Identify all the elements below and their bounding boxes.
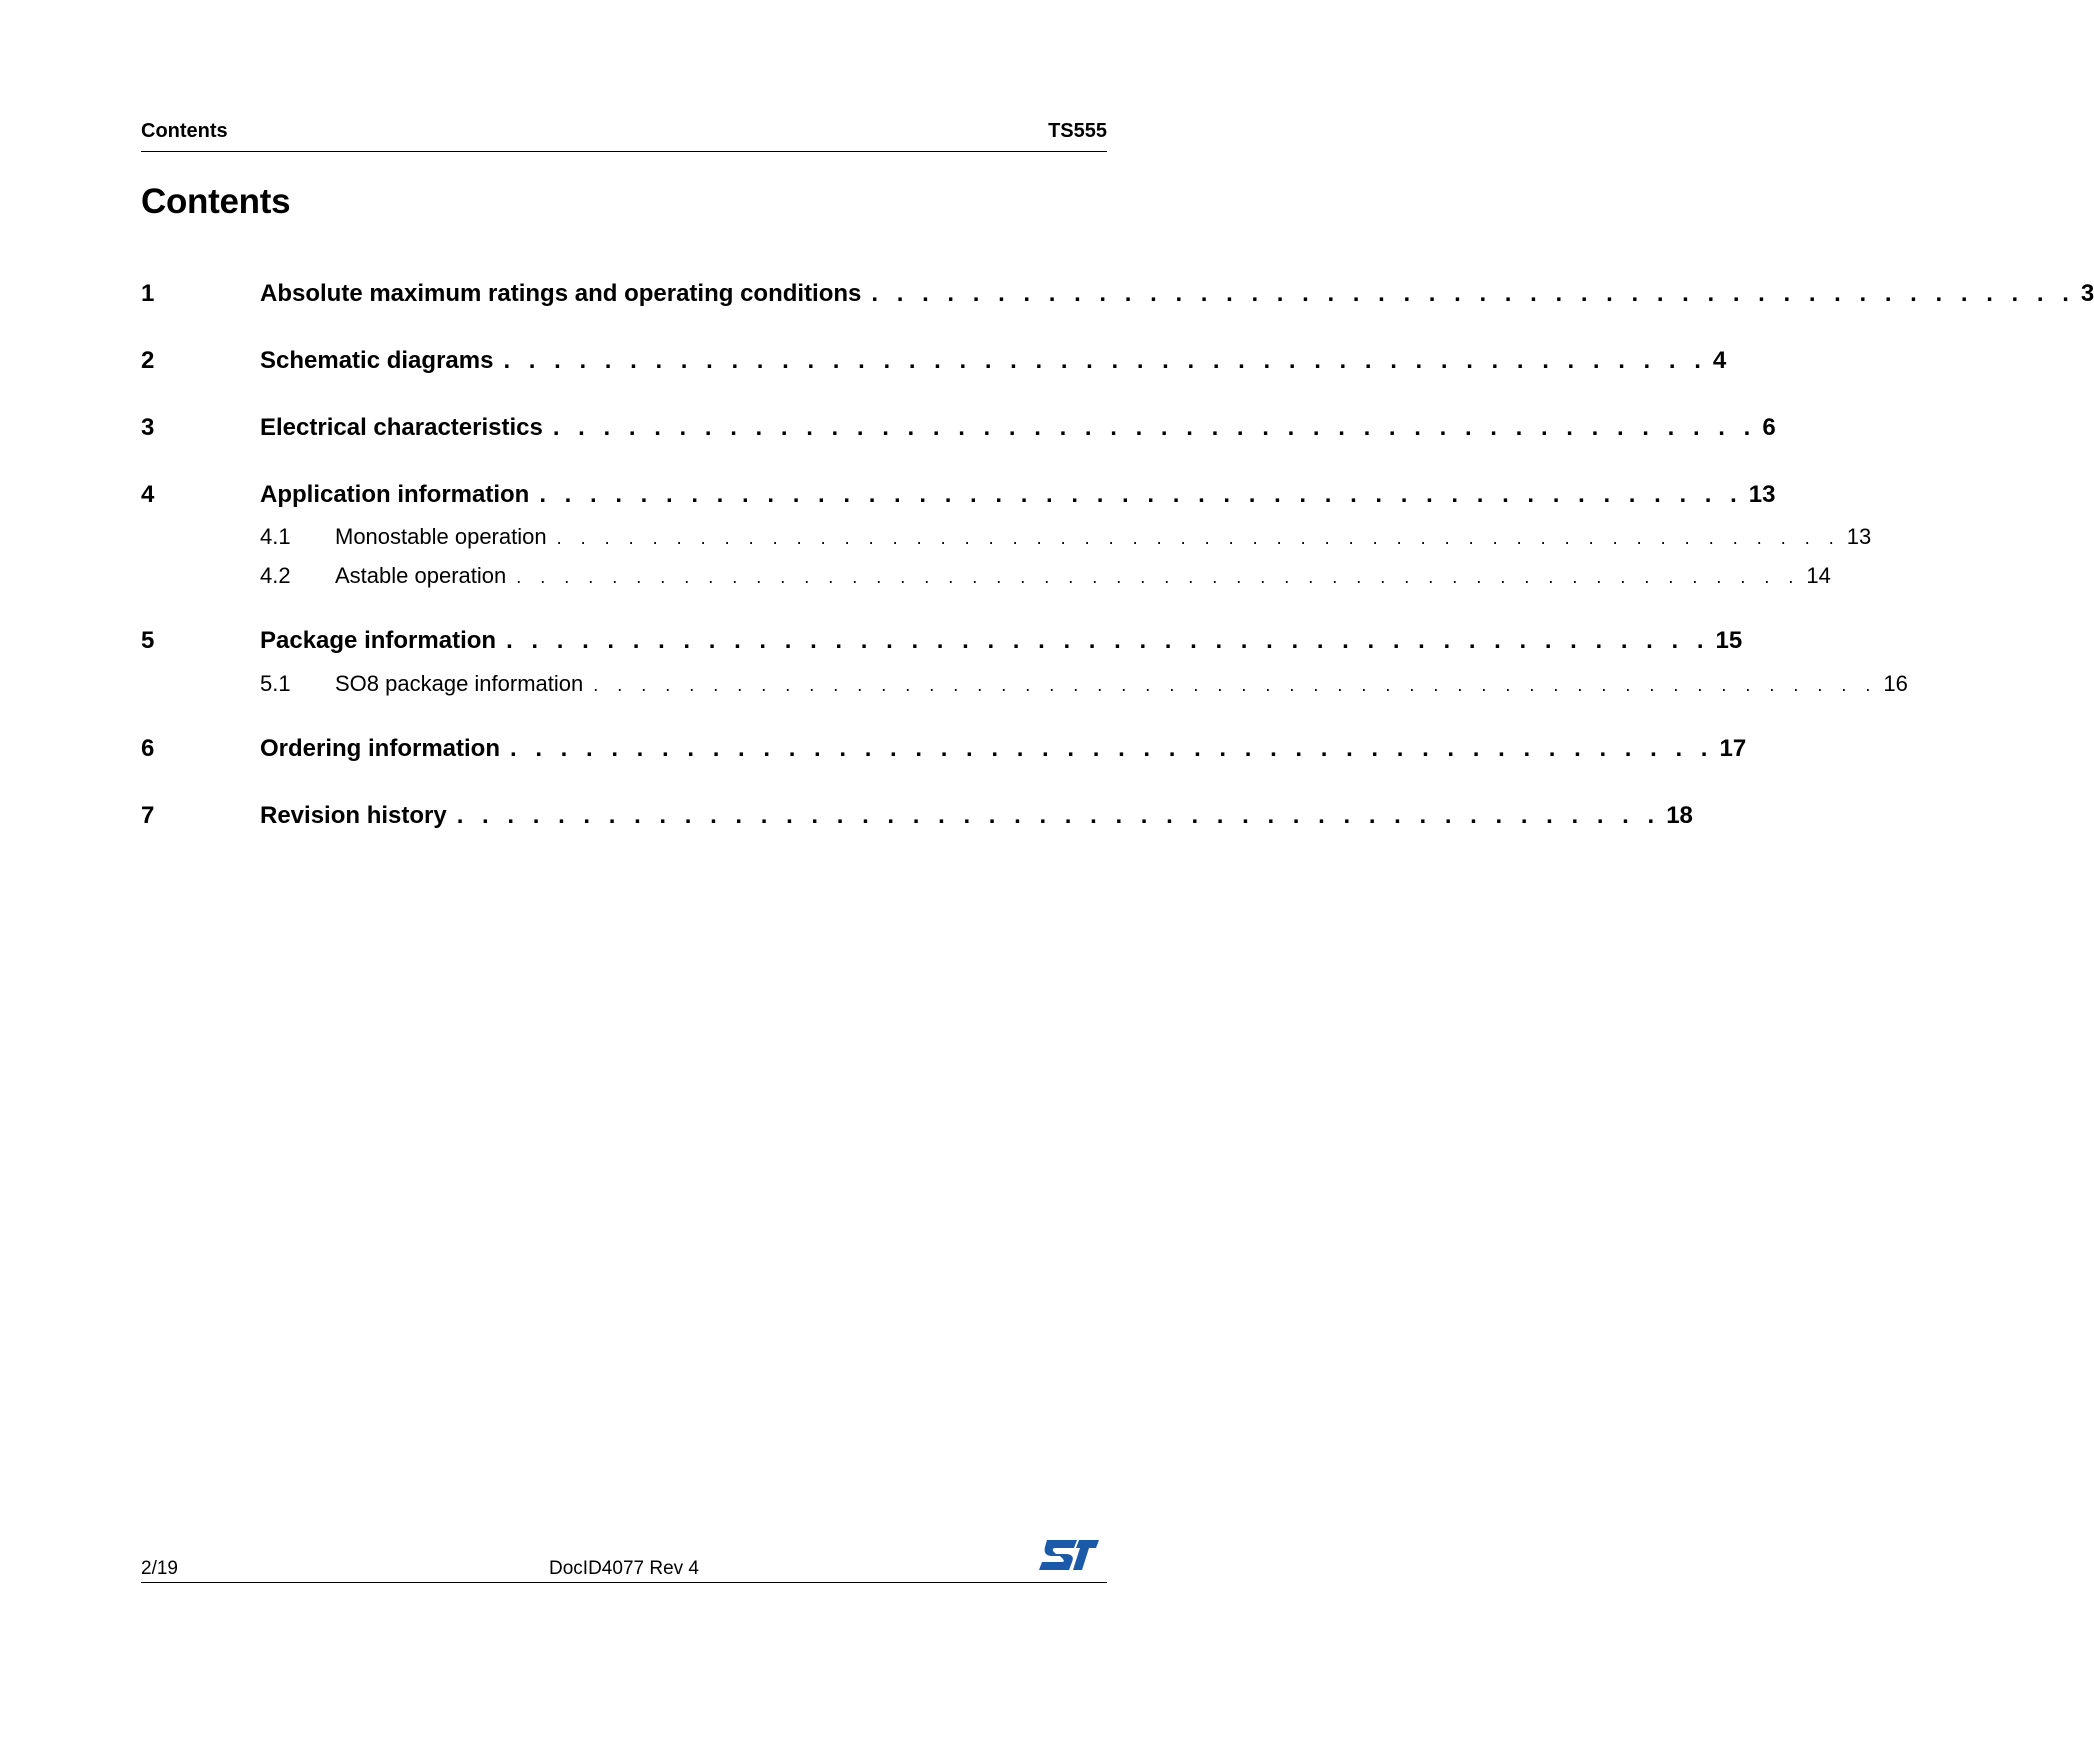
toc-title: Ordering information	[260, 735, 500, 762]
st-logo-icon	[1037, 1538, 1101, 1578]
toc-leader: . . . . . . . . . . . . . . . . . . . . . . . . . . . . . . . . . . . . . . . . . . . . . . . .	[539, 481, 1743, 508]
toc-title: Absolute maximum ratings and operating conditions	[260, 280, 862, 307]
toc-page: 15	[1715, 627, 1743, 654]
toc-number: 1	[141, 280, 155, 307]
toc-entry-5-1[interactable]	[141, 671, 1908, 701]
toc-number: 4.2	[260, 563, 291, 588]
toc-number: 6	[141, 735, 155, 762]
header-section: Contents	[141, 120, 228, 142]
toc-entry-4[interactable]	[141, 481, 1776, 515]
toc-title: Schematic diagrams	[260, 347, 494, 374]
toc-number: 7	[141, 802, 155, 829]
toc-entry-1[interactable]	[141, 280, 2094, 314]
toc-number: 2	[141, 347, 155, 374]
toc-leader: . . . . . . . . . . . . . . . . . . . . . . . . . . . . . . . . . . . . . . . . . . . . . . . .	[871, 280, 2075, 307]
toc-number: 3	[141, 414, 155, 441]
toc-leader: . . . . . . . . . . . . . . . . . . . . . . . . . . . . . . . . . . . . . . . . . . . . . . . .	[456, 802, 1661, 829]
toc-leader: . . . . . . . . . . . . . . . . . . . . . . . . . . . . . . . . . . . . . . . . . . . . . . . .	[503, 347, 1707, 374]
toc-entry-3[interactable]	[141, 414, 1776, 448]
toc-entry-4-1[interactable]	[141, 524, 1872, 554]
toc-entry-5[interactable]	[141, 627, 1743, 661]
toc-entry-7[interactable]	[141, 802, 1693, 836]
footer-doc-id: DocID4077 Rev 4	[549, 1558, 699, 1579]
toc-leader: . . . . . . . . . . . . . . . . . . . . . . . . . . . . . . . . . . . . . . . . . . . . . . . .	[552, 414, 1757, 441]
footer-page-number: 2/19	[141, 1558, 178, 1579]
toc-leader: . . . . . . . . . . . . . . . . . . . . . . . . . . . . . . . . . . . . . . . . . . . . . . . .	[506, 627, 1710, 654]
toc-title: SO8 package information	[335, 671, 584, 696]
toc-number: 5.1	[260, 671, 291, 696]
toc-entry-6[interactable]	[141, 735, 1747, 769]
toc-entry-4-2[interactable]	[141, 563, 1831, 593]
toc-leader: . . . . . . . . . . . . . . . . . . . . . . . . . . . . . . . . . . . . . . . . . . . . . . . . . . . . . .	[516, 567, 1801, 587]
page-title: Contents	[141, 182, 291, 221]
toc-title: Revision history	[260, 802, 447, 829]
toc-number: 4	[141, 481, 155, 508]
toc-page: 4	[1712, 347, 1727, 374]
toc-title: Application information	[260, 481, 530, 508]
header-product: TS555	[1048, 120, 1107, 142]
toc-entry-2[interactable]	[141, 347, 1727, 381]
toc-number: 5	[141, 627, 155, 654]
page-footer	[141, 1552, 1107, 1583]
toc-leader: . . . . . . . . . . . . . . . . . . . . . . . . . . . . . . . . . . . . . . . . . . . . . . . .	[510, 735, 1714, 762]
toc-title: Electrical characteristics	[260, 414, 543, 441]
toc-page: 17	[1719, 735, 1747, 762]
toc-page: 18	[1666, 802, 1693, 829]
toc-leader: . . . . . . . . . . . . . . . . . . . . . . . . . . . . . . . . . . . . . . . . . . . . . . . . . . . . . .	[556, 528, 1841, 548]
toc-page: 14	[1806, 563, 1831, 588]
toc-page: 16	[1883, 671, 1908, 696]
toc-page: 13	[1748, 481, 1776, 508]
toc-number: 4.1	[260, 524, 291, 549]
toc-leader: . . . . . . . . . . . . . . . . . . . . . . . . . . . . . . . . . . . . . . . . . . . . . . . . . . . . . .	[593, 675, 1878, 695]
toc-title: Monostable operation	[335, 524, 547, 549]
toc-title: Package information	[260, 627, 497, 654]
page-header	[141, 120, 1107, 152]
toc-title: Astable operation	[335, 563, 507, 588]
toc-page: 13	[1846, 524, 1872, 549]
toc-page: 6	[1762, 414, 1776, 441]
toc-page: 3	[2080, 280, 2094, 307]
